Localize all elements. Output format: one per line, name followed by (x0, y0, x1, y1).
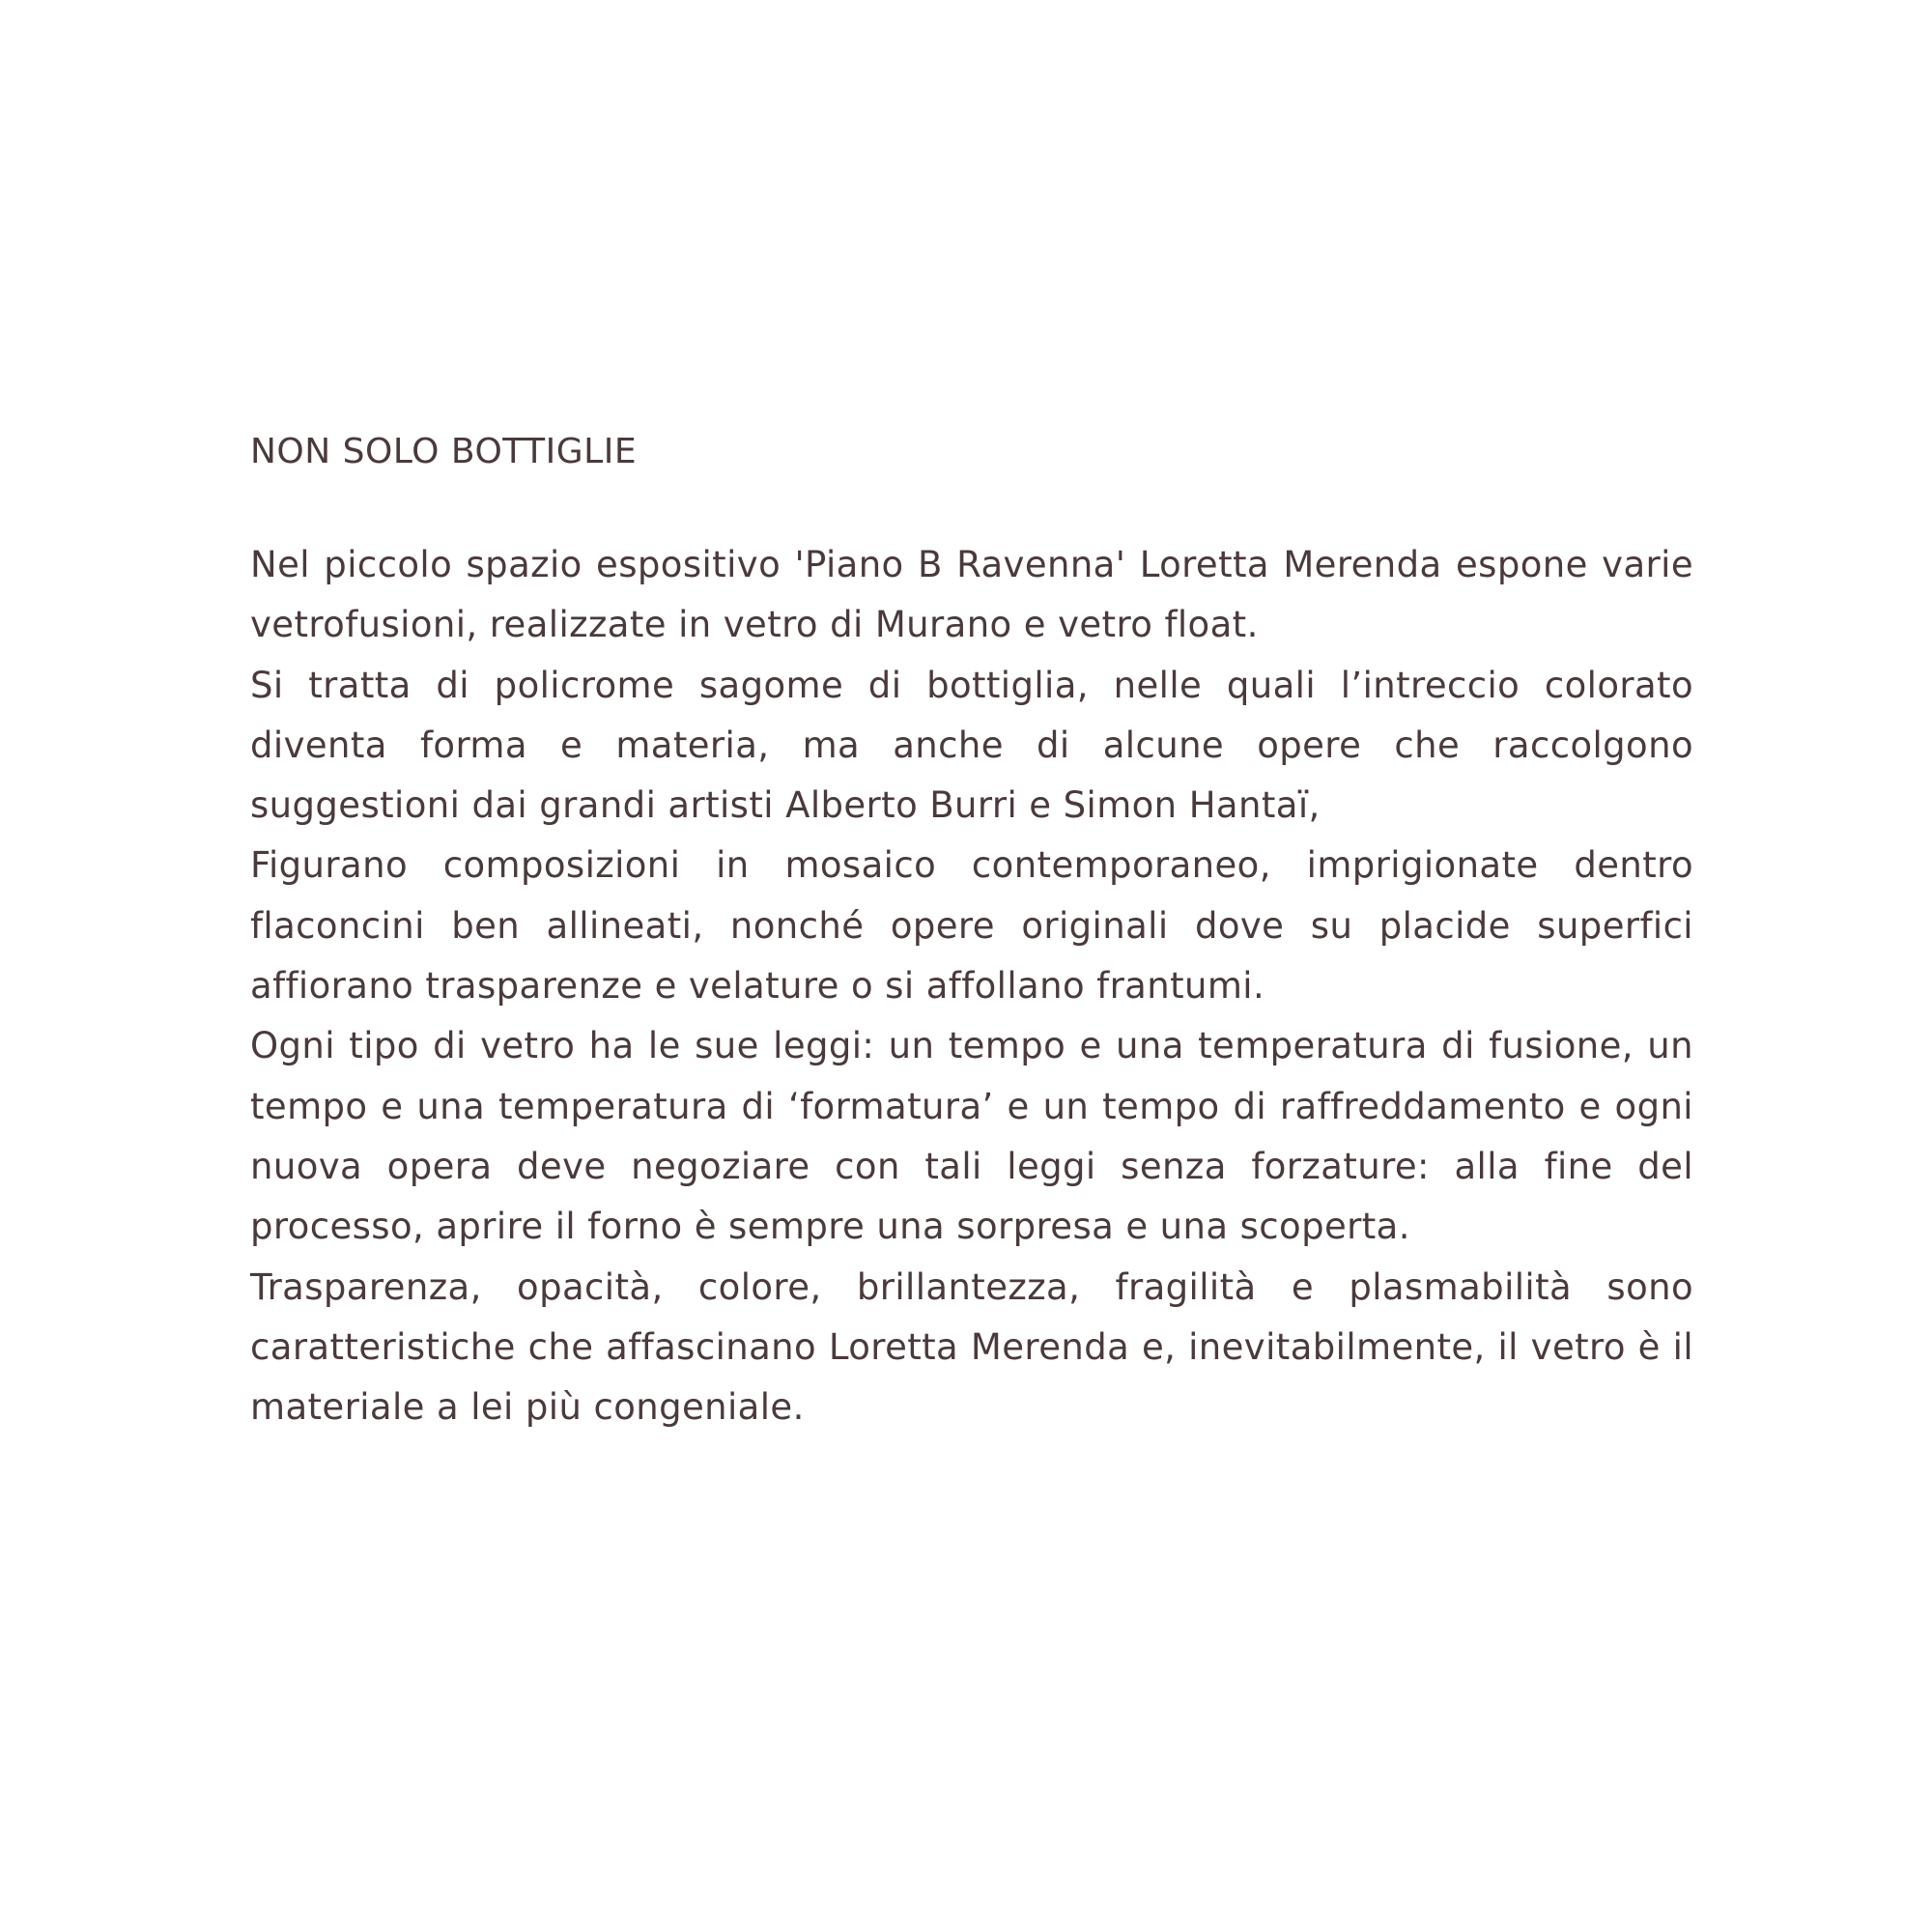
document-page (250, 431, 1693, 1437)
document-title: NON SOLO BOTTIGLIE (250, 432, 638, 471)
paragraph: Ogni tipo di vetro ha le sue leggi: un tempo e una temperatura di fusione, un tempo e una temperatura di ‘formatura’ e un tempo di raffreddamento e ogni nuova opera deve negoziare con tali leggi senza forzature: alla fine del processo, aprire il forno è sempre una sorpresa e una scoperta. (250, 1025, 1693, 1248)
paragraph: Trasparenza, opacità, colore, brillantezza, fragilità e plasmabilità sono caratteristiche che affascinano Loretta Merenda e, inevitabilmente, il vetro è il materiale a lei più congeniale. (250, 1265, 1693, 1429)
paragraph: Si tratta di policrome sagome di bottiglia, nelle quali l’intreccio colorato diventa forma e materia, ma anche di alcune opere che raccolgono suggestioni dai grandi artisti Alberto Burri e Simon Hantaï, (250, 664, 1693, 827)
paragraph: Nel piccolo spazio espositivo 'Piano B Ravenna' Loretta Merenda espone varie vetrofusioni, realizzate in vetro di Murano e vetro float. (250, 544, 1693, 646)
paragraph: Figurano composizioni in mosaico contemporaneo, imprigionate dentro flaconcini ben allineati, nonché opere originali dove su placide superfici affiorano trasparenze e velature o si affollano frantumi. (250, 844, 1693, 1008)
document-body (250, 535, 1693, 1437)
